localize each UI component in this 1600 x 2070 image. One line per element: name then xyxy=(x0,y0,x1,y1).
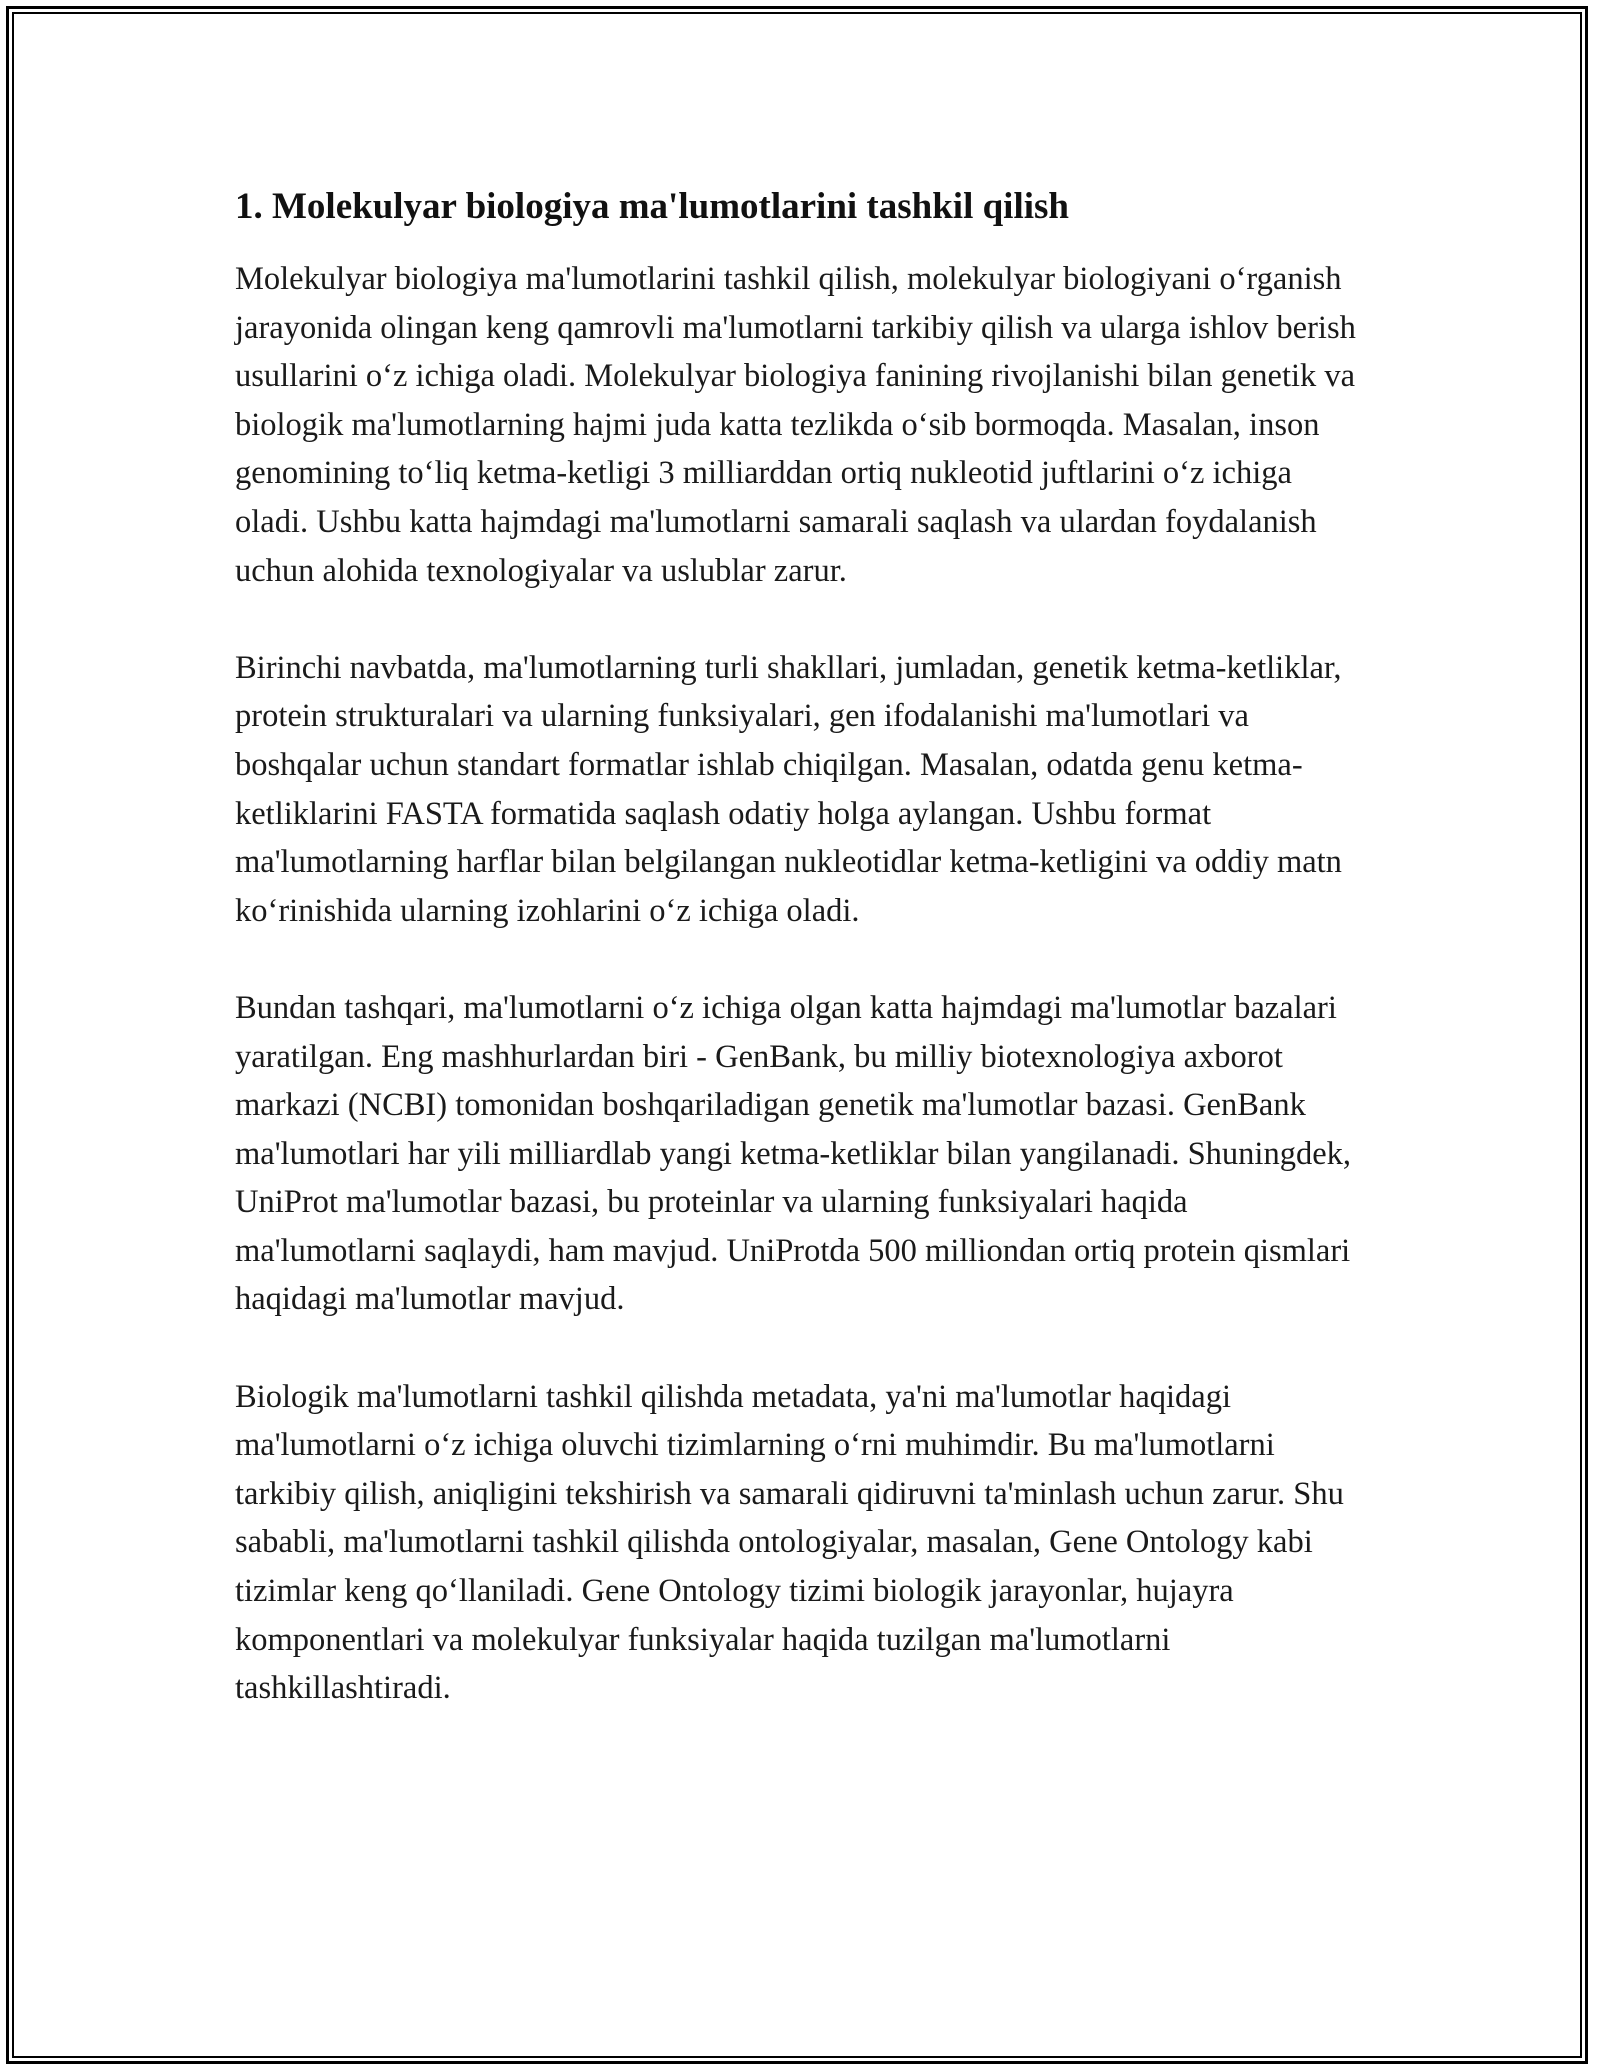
document-body xyxy=(235,185,1365,1761)
paragraph-2: Birinchi navbatda, ma'lumotlarning turli shakllari, jumladan, genetik ketma-ketliklar, protein strukturalari va ularning funksiyalari, gen ifodalanishi ma'lumotlari va boshqalar uchun standart formatlar ishlab chiqilgan. Masalan, odatda genu ketma-ketliklarini FASTA formatida saqlash odatiy holga aylangan. Ushbu format ma'lumotlarning harflar bilan belgilangan nukleotidlar ketma-ketligini va oddiy matn ko‘rinishida ularning izohlarini o‘z ichiga oladi. xyxy=(235,649,1342,929)
paragraph-3: Bundan tashqari, ma'lumotlarni o‘z ichiga olgan katta hajmdagi ma'lumotlar bazalari yaratilgan. Eng mashhurlardan biri - GenBank, bu milliy biotexnologiya axborot markazi (NCBI) tomonidan boshqariladigan genetik ma'lumotlar bazasi. GenBank ma'lumotlari har yili milliardlab yangi ketma-ketliklar bilan yangilanadi. Shuningdek, UniProt ma'lumotlar bazasi, bu proteinlar va ularning funksiyalari haqida ma'lumotlarni saqlaydi, ham mavjud. UniProtda 500 milliondan ortiq protein qismlari haqidagi ma'lumotlar mavjud. xyxy=(235,989,1351,1318)
paragraph-1: Molekulyar biologiya ma'lumotlarini tashkil qilish, molekulyar biologiyani o‘rganish jarayonida olingan keng qamrovli ma'lumotlarni tarkibiy qilish va ularga ishlov berish usullarini o‘z ichiga oladi. Molekulyar biologiya fanining rivojlanishi bilan genetik va biologik ma'lumotlarning hajmi juda katta tezlikda o‘sib bormoqda. Masalan, inson genomining to‘liq ketma-ketligi 3 milliarddan ortiq nukleotid juftlarini o‘z ichiga oladi. Ushbu katta hajmdagi ma'lumotlarni samarali saqlash va ulardan foydalanish uchun alohida texnologiyalar va uslublar zarur. xyxy=(235,261,1356,589)
paragraph-4: Biologik ma'lumotlarni tashkil qilishda metadata, ya'ni ma'lumotlar haqidagi ma'lumotlarni o‘z ichiga oluvchi tizimlarning o‘rni muhimdir. Bu ma'lumotlarni tarkibiy qilish, aniqligini tekshirish va samarali qidiruvni ta'minlash uchun zarur. Shu sababli, ma'lumotlarni tashkil qilishda ontologiyalar, masalan, Gene Ontology kabi tizimlar keng qo‘llaniladi. Gene Ontology tizimi biologik jarayonlar, hujayra komponentlari va molekulyar funksiyalar haqida tuzilgan ma'lumotlarni tashkillashtiradi. xyxy=(235,1378,1344,1707)
section-heading: 1. Molekulyar biologiya ma'lumotlarini tashkil qilish xyxy=(235,186,1069,227)
